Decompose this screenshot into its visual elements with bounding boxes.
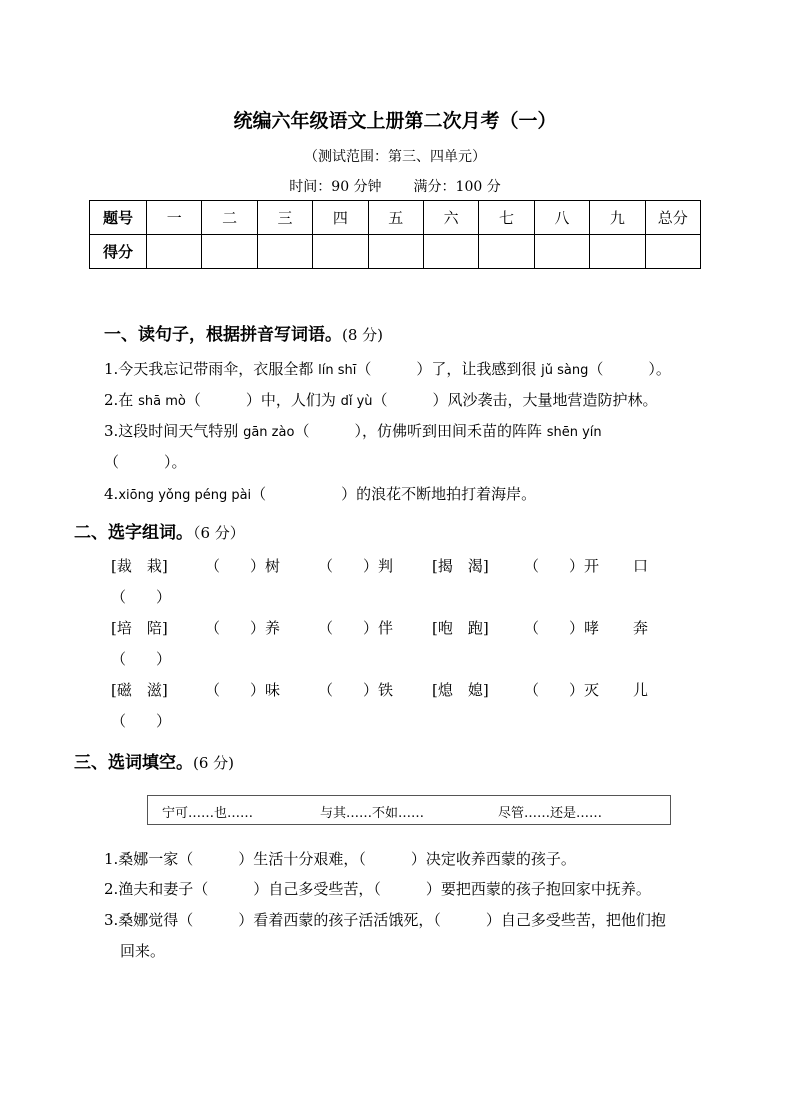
score-input-cell[interactable] [368, 235, 423, 269]
answer-blank[interactable]: （ ），仿佛听到田间禾苗的阵阵 [294, 422, 547, 440]
line-text: 2.在 [104, 391, 139, 409]
word-blank[interactable]: （ ）灭 [524, 681, 600, 699]
word-choices-box [147, 795, 671, 825]
score-header-cell: 二 [202, 201, 257, 235]
char-pair: [揭 渴] [432, 557, 489, 575]
char-pair: [裁 栽] [111, 557, 168, 575]
pinyin: xiōng yǒng péng pài [118, 488, 252, 503]
score-table-header-row [90, 201, 701, 235]
answer-blank[interactable]: （ ）风沙袭击，大量地营造防护林。 [372, 391, 658, 409]
word-blank[interactable]: （ ） [111, 588, 172, 606]
score-header-cell: 八 [534, 201, 589, 235]
answer-blank[interactable]: （ ）了，让我感到很 [356, 360, 542, 378]
section1-line-3-cont [104, 451, 187, 472]
score-input-cell[interactable] [479, 235, 534, 269]
section3-heading [74, 748, 234, 773]
section3-line-1: 1.桑娜一家（ ）生活十分艰难，（ ）决定收养西蒙的孩子。 [104, 850, 576, 868]
score-header-cell: 七 [479, 201, 534, 235]
char-pair: [培 陪] [111, 619, 168, 637]
answer-blank[interactable]: （ ）中，人们为 [185, 391, 341, 409]
section1-points: (8 分) [342, 326, 384, 344]
line-text: 1.今天我忘记带雨伞，衣服全都 [104, 360, 319, 378]
section2-row-1 [111, 555, 671, 575]
word-choice: 与其……不如…… [320, 806, 425, 821]
answer-blank[interactable]: （ ）的浪花不断地拍打着海岸。 [251, 485, 537, 503]
pinyin: shā mò [138, 394, 186, 409]
pinyin: shēn yín [546, 425, 602, 440]
score-header-cell: 题号 [90, 201, 147, 235]
section2-title: 二、选字组词。 [74, 523, 193, 543]
section1-line-4 [104, 483, 536, 504]
pinyin: gān zào [243, 425, 295, 440]
word-blank[interactable]: （ ）树 [205, 557, 281, 575]
line-text: 4. [104, 485, 119, 503]
word-char: 奔 [633, 619, 649, 637]
score-header-cell: 五 [368, 201, 423, 235]
section1-line-3 [104, 420, 602, 441]
char-pair: [磁 滋] [111, 681, 168, 699]
section1-title: 一、读句子，根据拼音写词语。 [104, 325, 342, 345]
section2-heading [74, 518, 245, 543]
score-header-cell: 九 [590, 201, 645, 235]
score-input-cell[interactable] [645, 235, 700, 269]
section1-heading [104, 320, 383, 345]
section3-title: 三、选词填空。 [74, 753, 193, 773]
word-choice: 宁可……也…… [162, 806, 254, 821]
line-text: 3.这段时间天气特别 [104, 422, 244, 440]
section1-line-1 [104, 358, 671, 379]
answer-blank[interactable]: （ ）。 [104, 453, 187, 471]
pinyin: dǐ yù [340, 394, 373, 409]
score-input-cell[interactable] [534, 235, 589, 269]
score-input-cell[interactable] [257, 235, 312, 269]
word-choice: 尽管……还是…… [498, 806, 603, 821]
word-blank[interactable]: （ ）判 [318, 557, 394, 575]
score-input-cell[interactable] [423, 235, 478, 269]
exam-time-info [0, 176, 790, 196]
pinyin: lín shī [318, 363, 357, 378]
score-input-cell[interactable] [147, 235, 202, 269]
section3-line-3-cont: 回来。 [120, 942, 166, 960]
char-pair: [熄 媳] [432, 681, 489, 699]
char-pair: [咆 跑] [432, 619, 489, 637]
word-blank[interactable]: （ ）铁 [318, 681, 394, 699]
section3-points: (6 分) [193, 754, 235, 772]
score-input-cell[interactable] [202, 235, 257, 269]
word-blank[interactable]: （ ） [111, 712, 172, 730]
score-table [89, 200, 701, 269]
exam-title: 统编六年级语文上册第二次月考（一） [233, 110, 557, 132]
section3-line-2: 2.渔夫和妻子（ ）自己多受些苦，（ ）要把西蒙的孩子抱回家中抚养。 [104, 880, 651, 898]
word-blank[interactable]: （ ）味 [205, 681, 281, 699]
word-blank[interactable]: （ ）伴 [318, 619, 394, 637]
score-input-cell[interactable] [313, 235, 368, 269]
answer-blank[interactable]: （ ）。 [588, 360, 671, 378]
exam-subtitle: （测试范围：第三、四单元） [304, 149, 486, 165]
section2-row-2 [111, 617, 671, 637]
word-char: 儿 [633, 681, 649, 699]
score-header-cell: 六 [423, 201, 478, 235]
word-blank[interactable]: （ ）哮 [524, 619, 600, 637]
section1-line-2 [104, 389, 658, 410]
word-blank[interactable]: （ ）开 [524, 557, 600, 575]
time-label: 时间：90 分钟 [289, 179, 382, 195]
word-char: 口 [633, 557, 649, 575]
score-row-label: 得分 [90, 235, 147, 269]
section2-points: （6 分） [193, 524, 245, 542]
full-score-label: 满分：100 分 [413, 179, 501, 195]
score-header-cell: 三 [257, 201, 312, 235]
score-header-cell: 一 [147, 201, 202, 235]
pinyin: jǔ sàng [541, 363, 589, 378]
score-input-cell[interactable] [590, 235, 645, 269]
section2-row-3 [111, 679, 671, 699]
word-blank[interactable]: （ ） [111, 650, 172, 668]
section3-line-3: 3.桑娜觉得（ ）看着西蒙的孩子活活饿死，（ ）自己多受些苦，把他们抱 [104, 911, 666, 929]
score-header-cell: 四 [313, 201, 368, 235]
score-header-cell: 总分 [645, 201, 700, 235]
score-table-score-row [90, 235, 701, 269]
word-blank[interactable]: （ ）养 [205, 619, 281, 637]
